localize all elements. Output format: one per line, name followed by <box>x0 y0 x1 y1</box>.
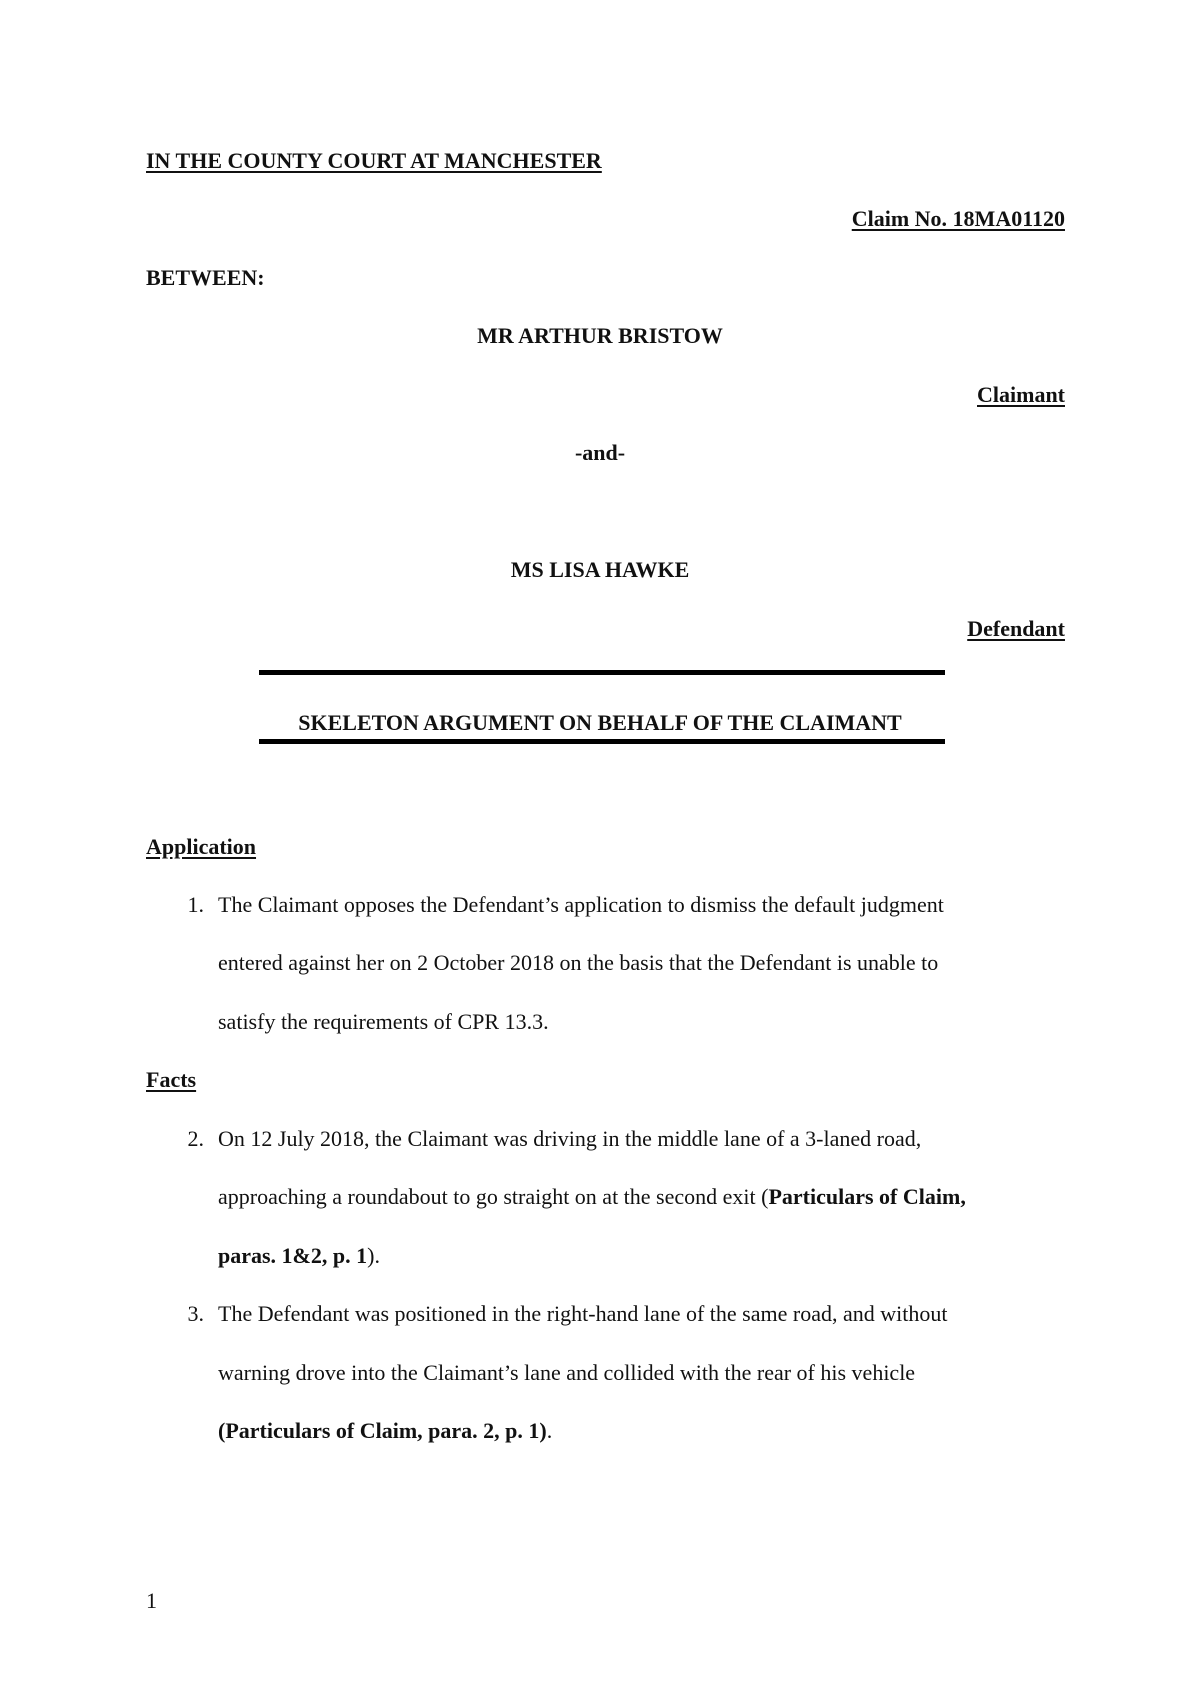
plain-text: ). <box>367 1243 380 1268</box>
paragraph-line: On 12 July 2018, the Claimant was driving in the middle lane of a 3-laned road, <box>218 1126 922 1151</box>
paragraph-number: 1. <box>187 892 204 917</box>
title-rule-top <box>259 670 945 675</box>
between-label: BETWEEN: <box>146 265 265 290</box>
defendant-name: MS LISA HAWKE <box>510 557 690 582</box>
paragraph-line <box>218 1245 380 1267</box>
and-separator: -and- <box>574 440 626 465</box>
citation-text: (Particulars of Claim, para. 2, p. 1) <box>218 1418 547 1443</box>
citation-text: Particulars of Claim, <box>768 1184 966 1209</box>
page-number: 1 <box>146 1588 157 1613</box>
citation-text: paras. 1&2, p. 1 <box>218 1243 368 1268</box>
paragraph-number: 2. <box>187 1126 204 1151</box>
section-heading-facts: Facts <box>146 1067 197 1092</box>
defendant-role: Defendant <box>967 616 1065 641</box>
claimant-name: MR ARTHUR BRISTOW <box>477 323 723 348</box>
paragraph-line: The Defendant was positioned in the right-hand lane of the same road, and without <box>218 1301 948 1326</box>
paragraph-line: warning drove into the Claimant’s lane and collided with the rear of his vehicle <box>218 1360 916 1385</box>
plain-text: . <box>546 1418 553 1443</box>
paragraph-line: entered against her on 2 October 2018 on the basis that the Defendant is unable to <box>218 950 939 975</box>
court-name: IN THE COUNTY COURT AT MANCHESTER <box>146 148 602 173</box>
plain-text: approaching a roundabout to go straight on at the second exit ( <box>218 1184 769 1209</box>
paragraph-number: 3. <box>187 1301 204 1326</box>
document-title: SKELETON ARGUMENT ON BEHALF OF THE CLAIMANT <box>298 710 902 735</box>
title-rule-bottom <box>259 739 945 744</box>
paragraph-line: satisfy the requirements of CPR 13.3. <box>218 1009 549 1034</box>
paragraph-line <box>218 1420 552 1442</box>
claim-number: Claim No. 18MA01120 <box>851 206 1065 231</box>
paragraph-line <box>218 1186 966 1208</box>
paragraph-line: The Claimant opposes the Defendant’s application to dismiss the default judgment <box>218 892 944 917</box>
section-heading-application: Application <box>146 834 257 859</box>
claimant-role: Claimant <box>977 382 1065 407</box>
